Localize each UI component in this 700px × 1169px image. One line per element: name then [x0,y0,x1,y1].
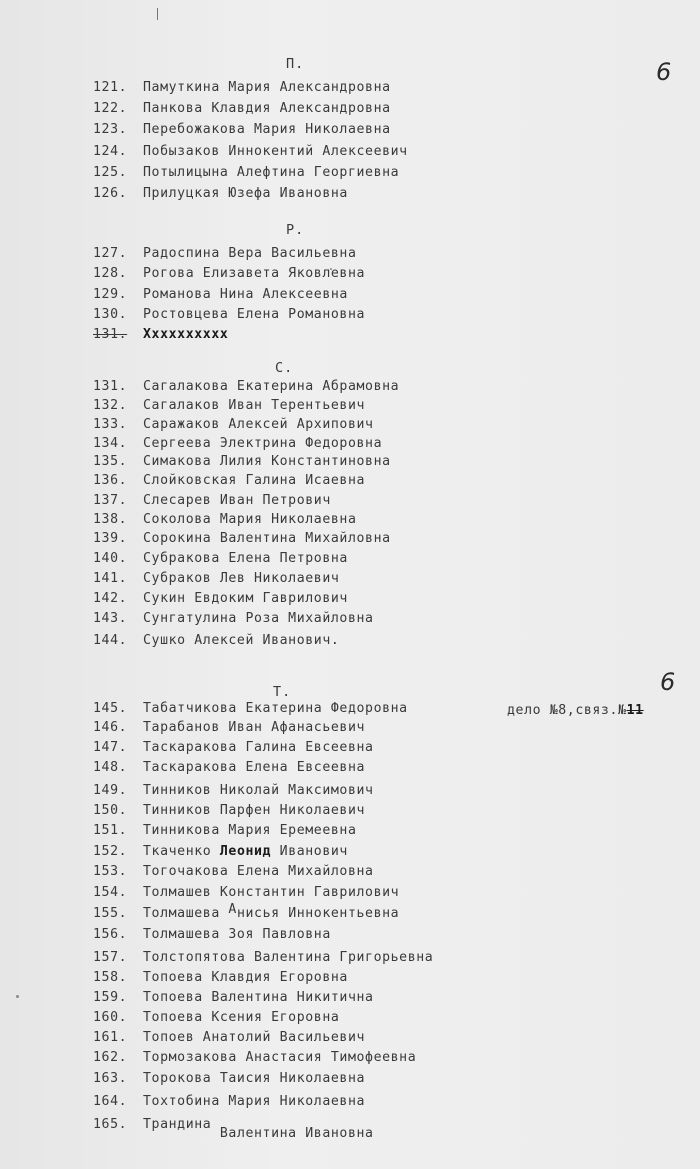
item-name: Таскаракова Галина Евсеевна [143,740,374,755]
item-number: 142. [93,591,128,606]
item-name-part: Трандина [143,1117,220,1132]
item-number: 130. [93,307,128,322]
item-name: Перебожакова Мария Николаевна [143,122,391,137]
case-note [507,703,644,718]
struck-text: Хххххххххх [143,327,229,342]
list-item [93,398,365,414]
item-name: Сагалакова Екатерина Абрамовна [143,379,400,394]
item-name: Романова Нина Алексеевна [143,287,348,302]
item-name: Соколова Мария Николаевна [143,512,357,527]
item-number: 150. [93,803,128,818]
item-name: Рогова Елизавета Яковлевна [143,266,366,281]
item-number: 131. [93,379,128,394]
list-item [93,101,391,117]
item-number: 148. [93,760,128,775]
list-item [93,1094,365,1110]
item-number: 127. [93,246,128,261]
item-number: 143. [93,611,128,626]
list-item [93,571,339,587]
item-number: 155. [93,906,128,921]
item-name: Сунгатулина Роза Михайловна [143,611,374,626]
item-number: 152. [93,844,128,859]
item-name: Топоева Ксения Егоровна [143,1010,340,1025]
list-item [93,165,399,181]
handwritten-case-number: 6 [660,668,676,696]
list-item [93,864,374,880]
list-item [93,80,391,96]
item-name: Тарабанов Иван Афанасьевич [143,720,366,735]
list-item [93,803,365,819]
item-name: Толмашева Зоя Павловна [143,927,331,942]
section-heading-t: Т. [273,684,292,700]
item-number: 126. [93,186,128,201]
section-heading-r: Р. [286,222,305,238]
list-item [93,551,348,567]
list-item [93,266,365,282]
speck [16,995,19,998]
item-name: Толмашев Константин Гаврилович [143,885,400,900]
item-name: Потылицына Алефтина Георгиевна [143,165,400,180]
item-number: 136. [93,473,128,488]
item-number: 151. [93,823,128,838]
item-number: 154. [93,885,128,900]
list-item [93,531,391,547]
item-number: 159. [93,990,128,1005]
item-number: 139. [93,531,128,546]
item-number: 123. [93,122,128,137]
item-name: Торокова Таисия Николаевна [143,1071,366,1086]
list-item [93,950,433,966]
item-name-part: нисья Иннокентьевна [236,906,400,921]
item-name-correction: Леонид [219,844,272,859]
item-number: 157. [93,950,128,965]
item-name: Топоева Клавдия Егоровна [143,970,348,985]
item-number: 161. [93,1030,128,1045]
list-item [93,379,399,395]
list-item [93,783,374,799]
list-item [93,186,348,202]
struck-out-entry [93,327,228,343]
handwritten-page-number: 6 [656,58,672,86]
item-number: 122. [93,101,128,116]
list-item [93,823,357,839]
item-number: 145. [93,701,128,716]
item-name: Сергеева Электрина Федоровна [143,436,383,451]
list-item [93,970,348,986]
list-item [93,1071,365,1087]
list-item [93,633,339,649]
item-number: 160. [93,1010,128,1025]
case-note-text: дело №8,связ.№ [507,703,627,718]
item-name-part: Валентина Ивановна [219,1126,374,1141]
item-name: Топоев Анатолий Васильевич [143,1030,366,1045]
item-name: Сушко Алексей Иванович. [143,633,340,648]
item-number: 134. [93,436,128,451]
item-number: 163. [93,1071,128,1086]
item-name: Субракова Елена Петровна [143,551,348,566]
item-number: 158. [93,970,128,985]
section-heading-s: С. [275,360,294,376]
item-name: Таскаракова Елена Евсеевна [143,760,366,775]
list-item [93,287,348,303]
list-item [93,701,408,717]
item-number: 141. [93,571,128,586]
item-number: 153. [93,864,128,879]
item-name: Тинникова Мария Еремеевна [143,823,357,838]
item-name: Тинников Парфен Николаевич [143,803,366,818]
item-name: Саражаков Алексей Архипович [143,417,374,432]
section-heading-p: П. [286,56,305,72]
item-name: Памуткина Мария Александровна [143,80,391,95]
item-number: 138. [93,512,128,527]
list-item [93,885,399,901]
item-name: Топоева Валентина Никитична [143,990,374,1005]
list-item [93,246,357,262]
item-number: 140. [93,551,128,566]
item-number: 133. [93,417,128,432]
item-name: Толстопятова Валентина Григорьевна [143,950,434,965]
list-item [93,990,374,1006]
item-name: Тогочакова Елена Михайловна [143,864,374,879]
list-item [93,740,374,756]
item-name: Ростовцева Елена Романовна [143,307,366,322]
pen-mark [157,8,158,20]
item-name: Тохтобина Мария Николаевна [143,1094,366,1109]
item-number: 132. [93,398,128,413]
list-item [93,1010,339,1026]
item-name: Тормозакова Анастасия Тимофеевна [143,1050,417,1065]
list-item [93,493,331,509]
item-name-correction: А [228,902,237,917]
item-number: 135. [93,454,128,469]
item-number: 125. [93,165,128,180]
list-item [93,591,348,607]
item-name: Прилуцкая Юзефа Ивановна [143,186,348,201]
item-number: 129. [93,287,128,302]
item-name: Радоспина Вера Васильевна [143,246,357,261]
list-item [93,1050,416,1066]
list-item [93,902,400,922]
item-number: 146. [93,720,128,735]
item-name: Слойковская Галина Исаевна [143,473,366,488]
item-name: Сагалаков Иван Терентьевич [143,398,366,413]
list-item [93,512,357,528]
item-name: Тинников Николай Максимович [143,783,374,798]
item-name: Сорокина Валентина Михайловна [143,531,391,546]
list-item [93,760,365,776]
item-name: Субраков Лев Николаевич [143,571,340,586]
item-number: 124. [93,144,128,159]
list-item [93,473,365,489]
list-item [93,307,365,323]
item-number: 144. [93,633,128,648]
item-name: Панкова Клавдия Александровна [143,101,391,116]
item-number: 131. [93,327,128,342]
list-item [93,454,391,470]
item-name: Слесарев Иван Петрович [143,493,331,508]
item-number: 162. [93,1050,128,1065]
item-number: 147. [93,740,128,755]
list-item [93,1030,365,1046]
item-number: 165. [93,1117,128,1132]
list-item [93,927,331,943]
item-name-part: Ткаченко [143,844,220,859]
item-name-part: Толмашева [143,906,229,921]
item-number: 149. [93,783,128,798]
item-name: Побызаков Иннокентий Алексеевич [143,144,408,159]
list-item [93,611,374,627]
list-item [93,122,391,138]
item-name: Симакова Лилия Константиновна [143,454,391,469]
item-number: 137. [93,493,128,508]
list-item [93,417,374,433]
list-item [93,144,408,160]
item-number: 128. [93,266,128,281]
item-name: Сукин Евдоким Гаврилович [143,591,348,606]
list-item [93,844,348,860]
list-item [93,720,365,736]
list-item [93,436,382,452]
item-number: 156. [93,927,128,942]
list-item [93,1117,374,1141]
item-name: Табатчикова Екатерина Федоровна [143,701,408,716]
item-name-part: Иванович [271,844,348,859]
item-number: 164. [93,1094,128,1109]
item-number: 121. [93,80,128,95]
case-struck-number: 11 [626,703,644,718]
